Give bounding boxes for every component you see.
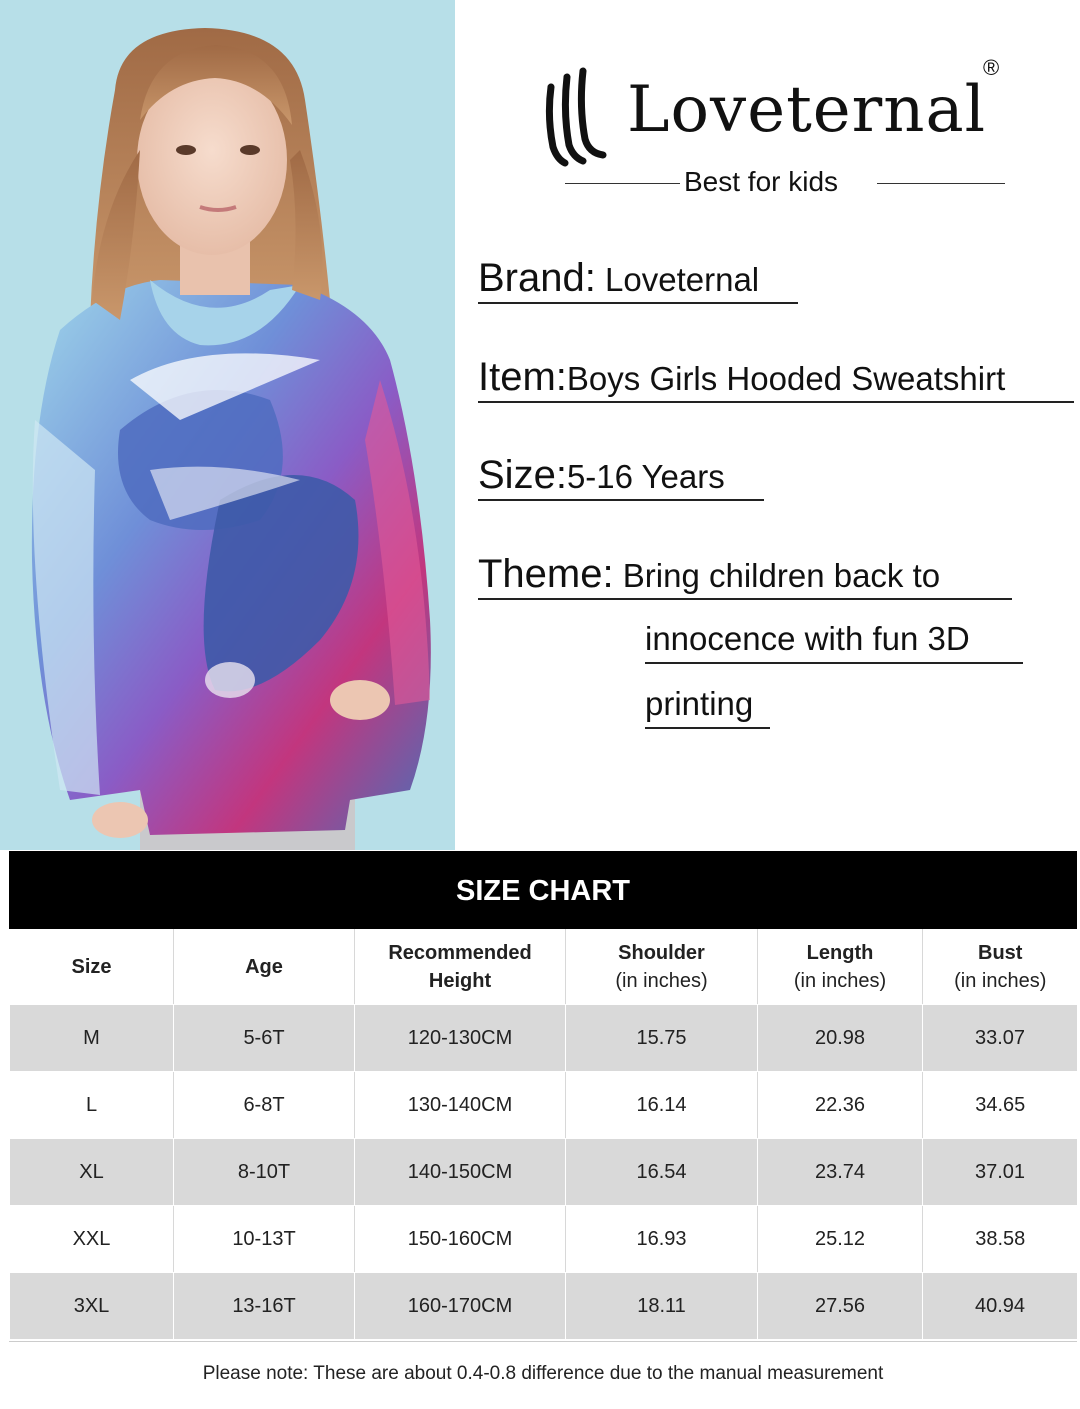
theme-line-3 <box>645 685 753 723</box>
table-header-row <box>10 930 1078 1005</box>
logo-wordmark: Loveternal <box>627 73 987 147</box>
header-shoulder: Shoulder (in inches) <box>566 930 758 1005</box>
cell-length: 23.74 <box>758 1139 923 1206</box>
spec-size <box>478 453 725 498</box>
cell-age: 13-16T <box>174 1273 355 1340</box>
cell-age: 6-8T <box>174 1072 355 1139</box>
spec-item-value: Boys Girls Hooded Sweatshirt <box>566 360 1006 397</box>
cell-height: 140-150CM <box>355 1139 566 1206</box>
product-photo <box>0 0 455 850</box>
registered-mark: ® <box>983 55 1000 80</box>
cell-height: 120-130CM <box>355 1005 566 1072</box>
cell-length: 22.36 <box>758 1072 923 1139</box>
cell-length: 25.12 <box>758 1206 923 1273</box>
cell-height: 160-170CM <box>355 1273 566 1340</box>
spec-underline <box>478 598 1012 600</box>
spec-underline <box>478 401 1074 403</box>
cell-bust: 33.07 <box>923 1005 1078 1072</box>
brand-logo <box>543 55 1013 165</box>
cell-size: L <box>10 1072 174 1139</box>
tagline-text: Best for kids <box>684 166 839 197</box>
spec-underline <box>478 302 798 304</box>
cell-bust: 37.01 <box>923 1139 1078 1206</box>
theme-line-3-text: printing <box>645 685 754 722</box>
spec-brand-value: Loveternal <box>595 261 760 298</box>
header-bust: Bust (in inches) <box>923 930 1078 1005</box>
cell-size: 3XL <box>10 1273 174 1340</box>
spec-size-value: 5-16 Years <box>566 458 725 495</box>
measurement-note: Please note: These are about 0.4-0.8 difference due to the manual measurement <box>9 1341 1077 1406</box>
cell-age: 10-13T <box>174 1206 355 1273</box>
theme-underline <box>645 727 770 729</box>
header-age: Age <box>174 930 355 1005</box>
child-hoodie-illustration <box>0 0 455 850</box>
cell-shoulder: 15.75 <box>566 1005 758 1072</box>
cell-shoulder: 18.11 <box>566 1273 758 1340</box>
cell-length: 27.56 <box>758 1273 923 1340</box>
spec-item-key: Item: <box>478 355 567 399</box>
spec-theme-value: Bring children back to <box>613 557 941 594</box>
tagline-rule-right <box>877 183 1005 184</box>
header-size: Size <box>10 930 174 1005</box>
theme-line-2-text: innocence with fun 3D <box>645 620 970 657</box>
table-row <box>10 1072 1078 1139</box>
cell-age: 5-6T <box>174 1005 355 1072</box>
spec-theme <box>478 552 940 597</box>
table-row <box>10 1139 1078 1206</box>
cell-bust: 38.58 <box>923 1206 1078 1273</box>
spec-brand <box>478 256 759 301</box>
cell-age: 8-10T <box>174 1139 355 1206</box>
tagline-rule-left <box>565 183 680 184</box>
cell-bust: 40.94 <box>923 1273 1078 1340</box>
table-row <box>10 1206 1078 1273</box>
cell-height: 130-140CM <box>355 1072 566 1139</box>
table-row <box>10 1273 1078 1340</box>
cell-shoulder: 16.93 <box>566 1206 758 1273</box>
cell-height: 150-160CM <box>355 1206 566 1273</box>
size-chart-title: SIZE CHART <box>9 851 1077 929</box>
cell-shoulder: 16.54 <box>566 1139 758 1206</box>
cell-shoulder: 16.14 <box>566 1072 758 1139</box>
theme-line-2 <box>645 620 970 658</box>
tagline <box>565 166 1005 200</box>
spec-theme-key: Theme: <box>478 552 614 596</box>
cell-size: M <box>10 1005 174 1072</box>
header-length: Length (in inches) <box>758 930 923 1005</box>
spec-underline <box>478 499 764 501</box>
spec-brand-key: Brand: <box>478 256 596 300</box>
theme-underline <box>645 662 1023 664</box>
cell-length: 20.98 <box>758 1005 923 1072</box>
size-chart-table <box>9 929 1078 1340</box>
spec-item <box>478 355 1005 400</box>
size-chart <box>9 851 1077 1406</box>
cell-size: XL <box>10 1139 174 1206</box>
header-height: Recommended Height <box>355 930 566 1005</box>
cell-bust: 34.65 <box>923 1072 1078 1139</box>
cell-size: XXL <box>10 1206 174 1273</box>
loveternal-logo-icon <box>543 67 613 167</box>
table-row <box>10 1005 1078 1072</box>
brand-info-panel <box>455 0 1080 850</box>
spec-size-key: Size: <box>478 453 567 497</box>
